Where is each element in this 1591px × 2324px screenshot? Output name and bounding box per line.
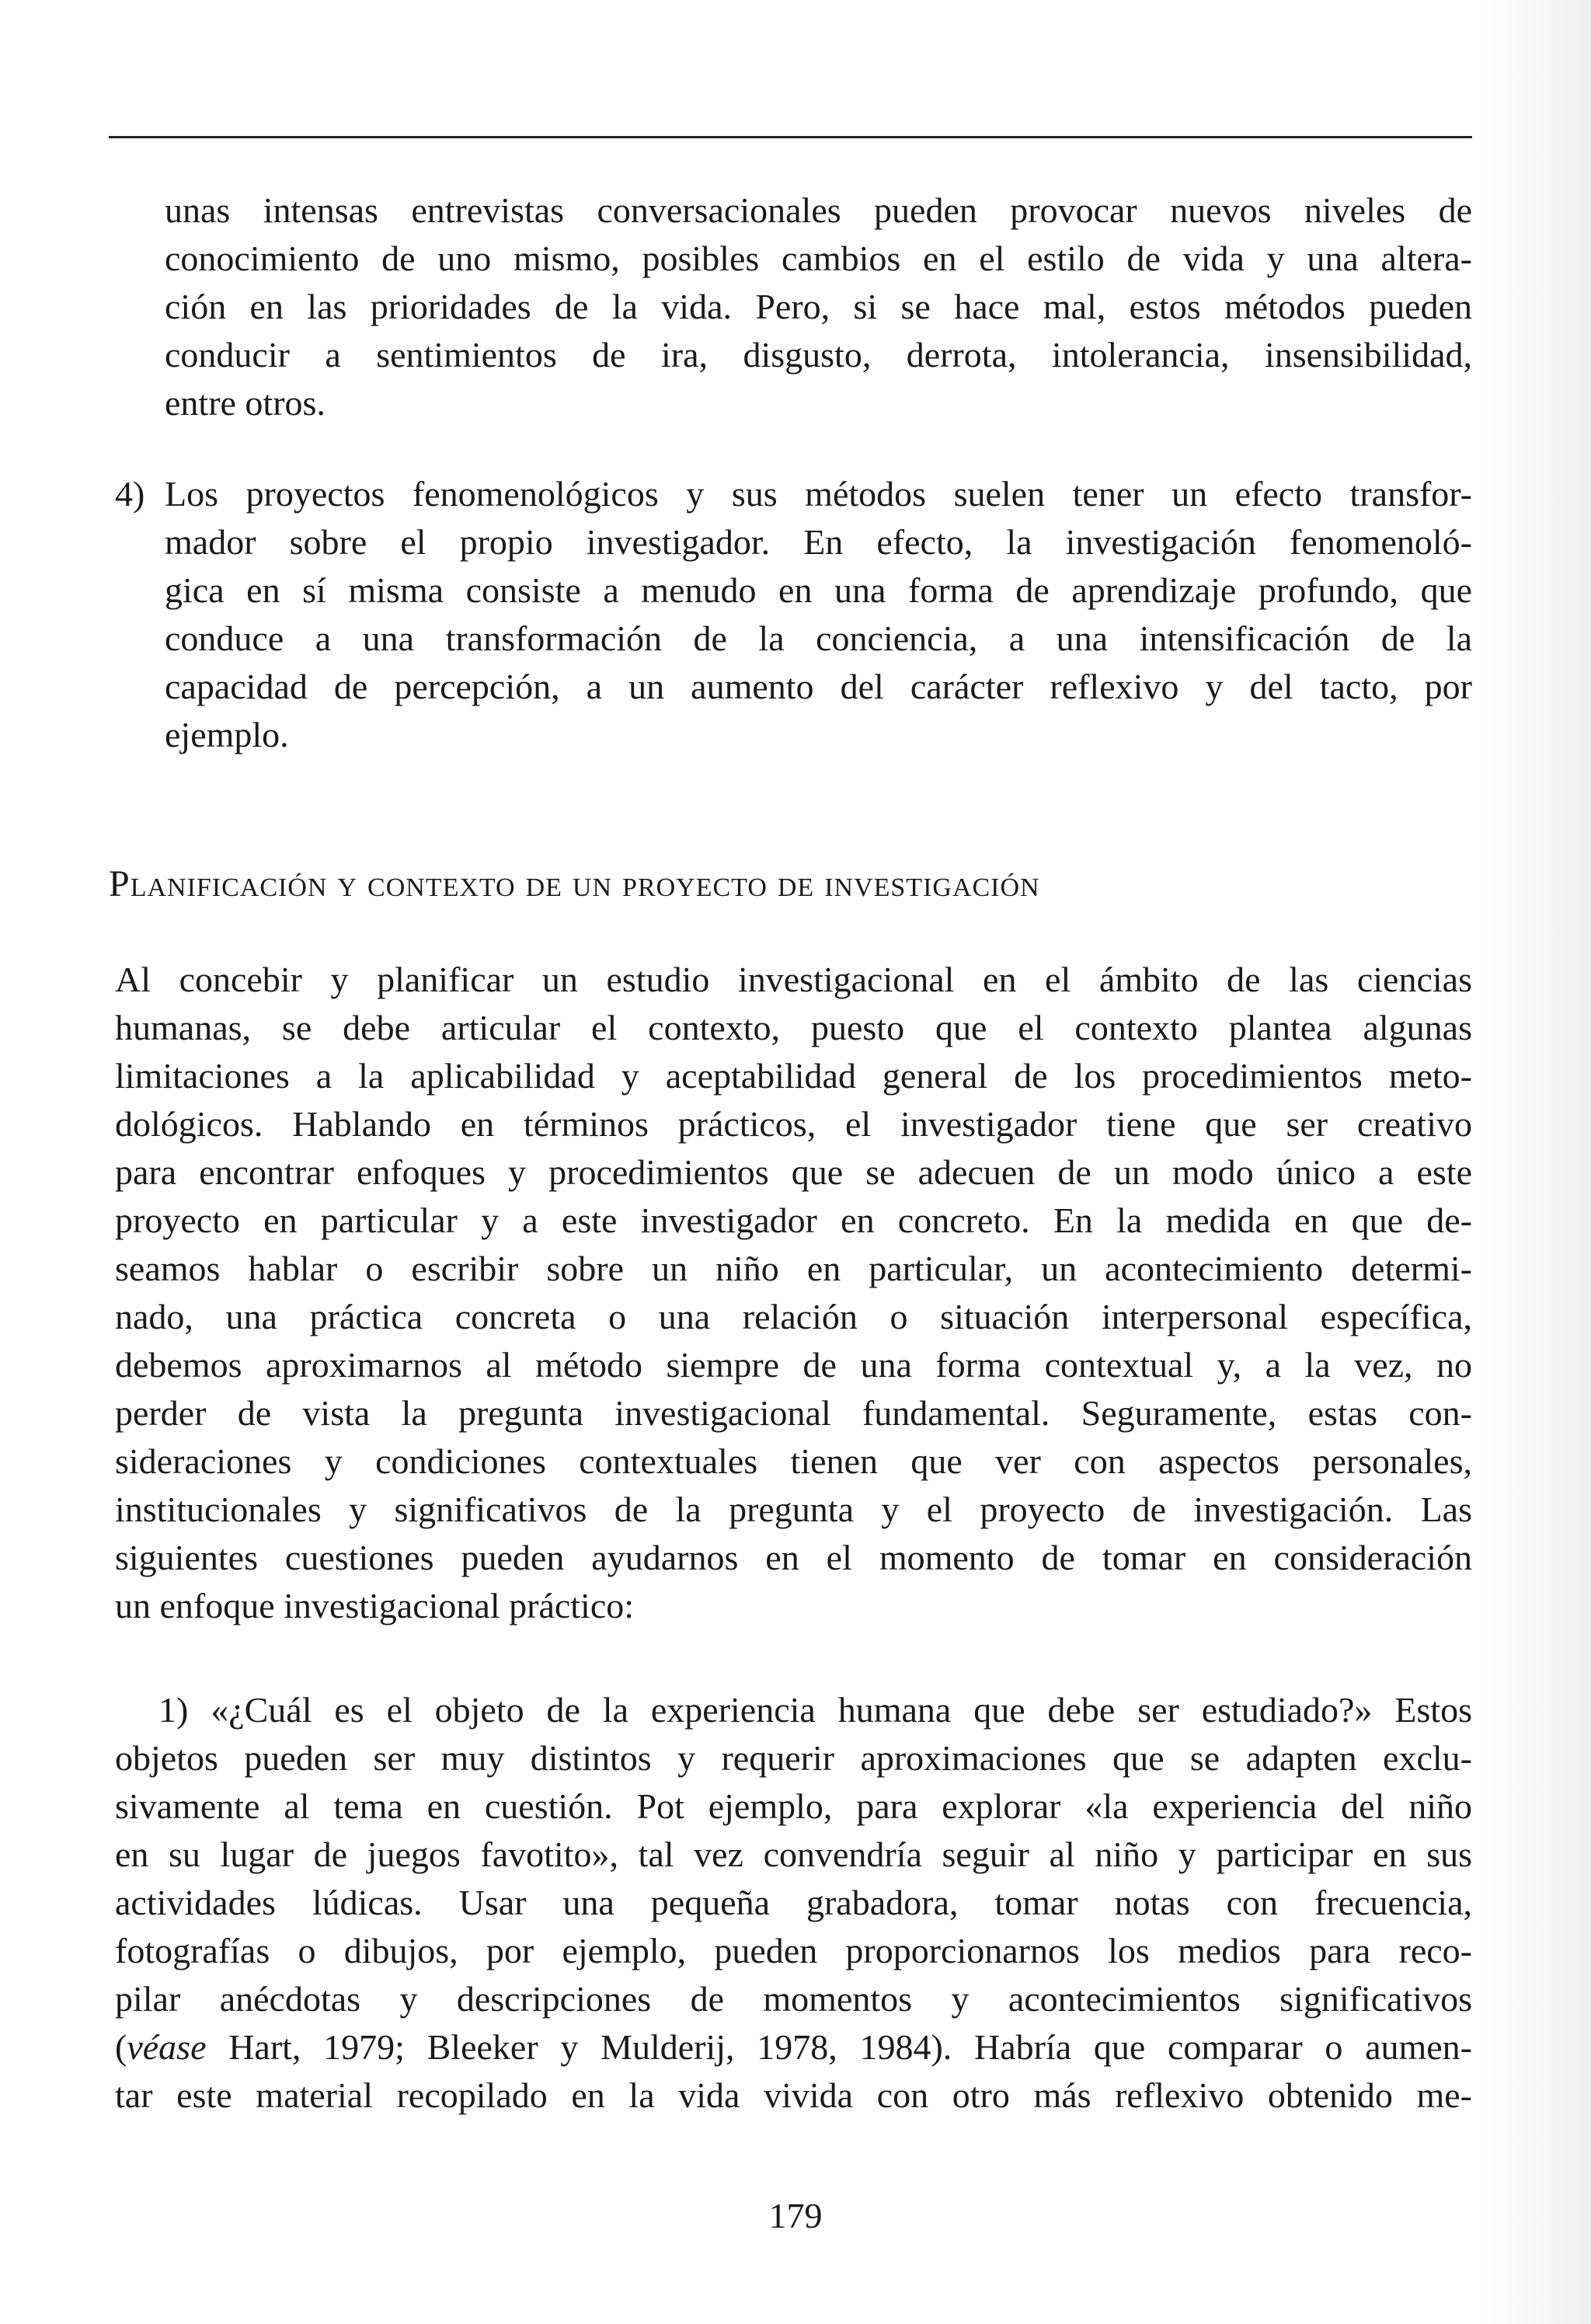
text-line: en su lugar de juegos favotito», tal vez convendría seguir al niño y participar en sus [115, 1834, 1472, 1874]
text-line: limitaciones a la aplicabilidad y aceptabilidad general de los procedimientos meto- [115, 1056, 1472, 1096]
text-line: mador sobre el propio investigador. En efecto, la investigación fenomenoló- [165, 522, 1472, 562]
header-rule [109, 136, 1472, 138]
open-paren: ( [115, 2027, 127, 2067]
text-line: institucionales y significativos de la pregunta y el proyecto de investigación. Las [115, 1490, 1472, 1529]
paragraph-continuation [165, 186, 1472, 427]
text-line: humanas, se debe articular el contexto, puesto que el contexto plantea algunas [115, 1008, 1472, 1047]
text-line: 1) «¿Cuál es el objeto de la experiencia humana que debe ser estudiado?» Estos [158, 1690, 1472, 1730]
text-line: gica en sí misma consiste a menudo en una forma de aprendizaje profundo, que [165, 570, 1472, 610]
text-line: entre otros. [165, 383, 326, 423]
paragraph-body [115, 956, 1472, 1630]
text-line: nado, una práctica concreta o una relación o situación interpersonal específica, [115, 1297, 1472, 1336]
text-line: ción en las prioridades de la vida. Pero, si se hace mal, estos métodos pueden [165, 287, 1472, 326]
page-edge-shadow [1474, 0, 1591, 2324]
text-line: sivamente al tema en cuestión. Pot ejemplo, para explorar «la experiencia del niño [115, 1786, 1472, 1826]
text-line: un enfoque investigacional práctico: [115, 1586, 635, 1625]
text-line: tar este material recopilado en la vida vivida con otro más reflexivo obtenido me- [115, 2075, 1472, 2115]
text-line: objetos pueden ser muy distintos y requerir aproximaciones que se adapten exclu- [115, 1738, 1472, 1778]
text-line-citation [115, 2023, 1472, 2071]
text-line: ejemplo. [165, 715, 289, 754]
list-item-1 [115, 1686, 1472, 2120]
list-item-4-text [165, 470, 1472, 759]
section-heading: Planificación y contexto de un proyecto de investigación [109, 863, 1040, 904]
text-line: para encontrar enfoques y procedimientos que se adecuen de un modo único a este [115, 1152, 1472, 1192]
list-item-number: 4) [115, 474, 145, 514]
text-line: fotografías o dibujos, por ejemplo, pueden proporcionarnos los medios para reco- [115, 1931, 1472, 1970]
text-line: conduce a una transformación de la conciencia, a una intensificación de la [165, 618, 1472, 658]
text-line: conducir a sentimientos de ira, disgusto, derrota, intolerancia, insensibilidad, [165, 335, 1472, 375]
text-line: perder de vista la pregunta investigacional fundamental. Seguramente, estas con- [115, 1393, 1472, 1433]
text-line: unas intensas entrevistas conversacionales pueden provocar nuevos niveles de [165, 190, 1472, 230]
page-number: 179 [768, 2196, 823, 2235]
citation-rest: Hart, 1979; Bleeker y Mulderij, 1978, 1984). Habría que comparar o aumen- [206, 2027, 1472, 2067]
text-line: conocimiento de uno mismo, posibles cambios en el estilo de vida y una altera- [165, 239, 1472, 278]
vease-italic: véase [127, 2027, 207, 2067]
text-line: sideraciones y condiciones contextuales tienen que ver con aspectos personales, [115, 1441, 1472, 1481]
text-line: capacidad de percepción, a un aumento del carácter reflexivo y del tacto, por [165, 667, 1472, 706]
text-line: seamos hablar o escribir sobre un niño en particular, un acontecimiento determi- [115, 1249, 1472, 1288]
text-line: Los proyectos fenomenológicos y sus métodos suelen tener un efecto transfor- [165, 474, 1472, 514]
text-line: pilar anécdotas y descripciones de momentos y acontecimientos significativos [115, 1979, 1472, 2019]
text-line: Al concebir y planificar un estudio investigacional en el ámbito de las ciencias [115, 960, 1472, 999]
text-line: proyecto en particular y a este investigador en concreto. En la medida en que de- [115, 1200, 1472, 1240]
text-line: siguientes cuestiones pueden ayudarnos en el momento de tomar en consideración [115, 1538, 1472, 1577]
text-line: debemos aproximarnos al método siempre de una forma contextual y, a la vez, no [115, 1345, 1472, 1385]
text-line: actividades lúdicas. Usar una pequeña grabadora, tomar notas con frecuencia, [115, 1883, 1472, 1922]
text-line: dológicos. Hablando en términos prácticos, el investigador tiene que ser creativo [115, 1104, 1472, 1144]
